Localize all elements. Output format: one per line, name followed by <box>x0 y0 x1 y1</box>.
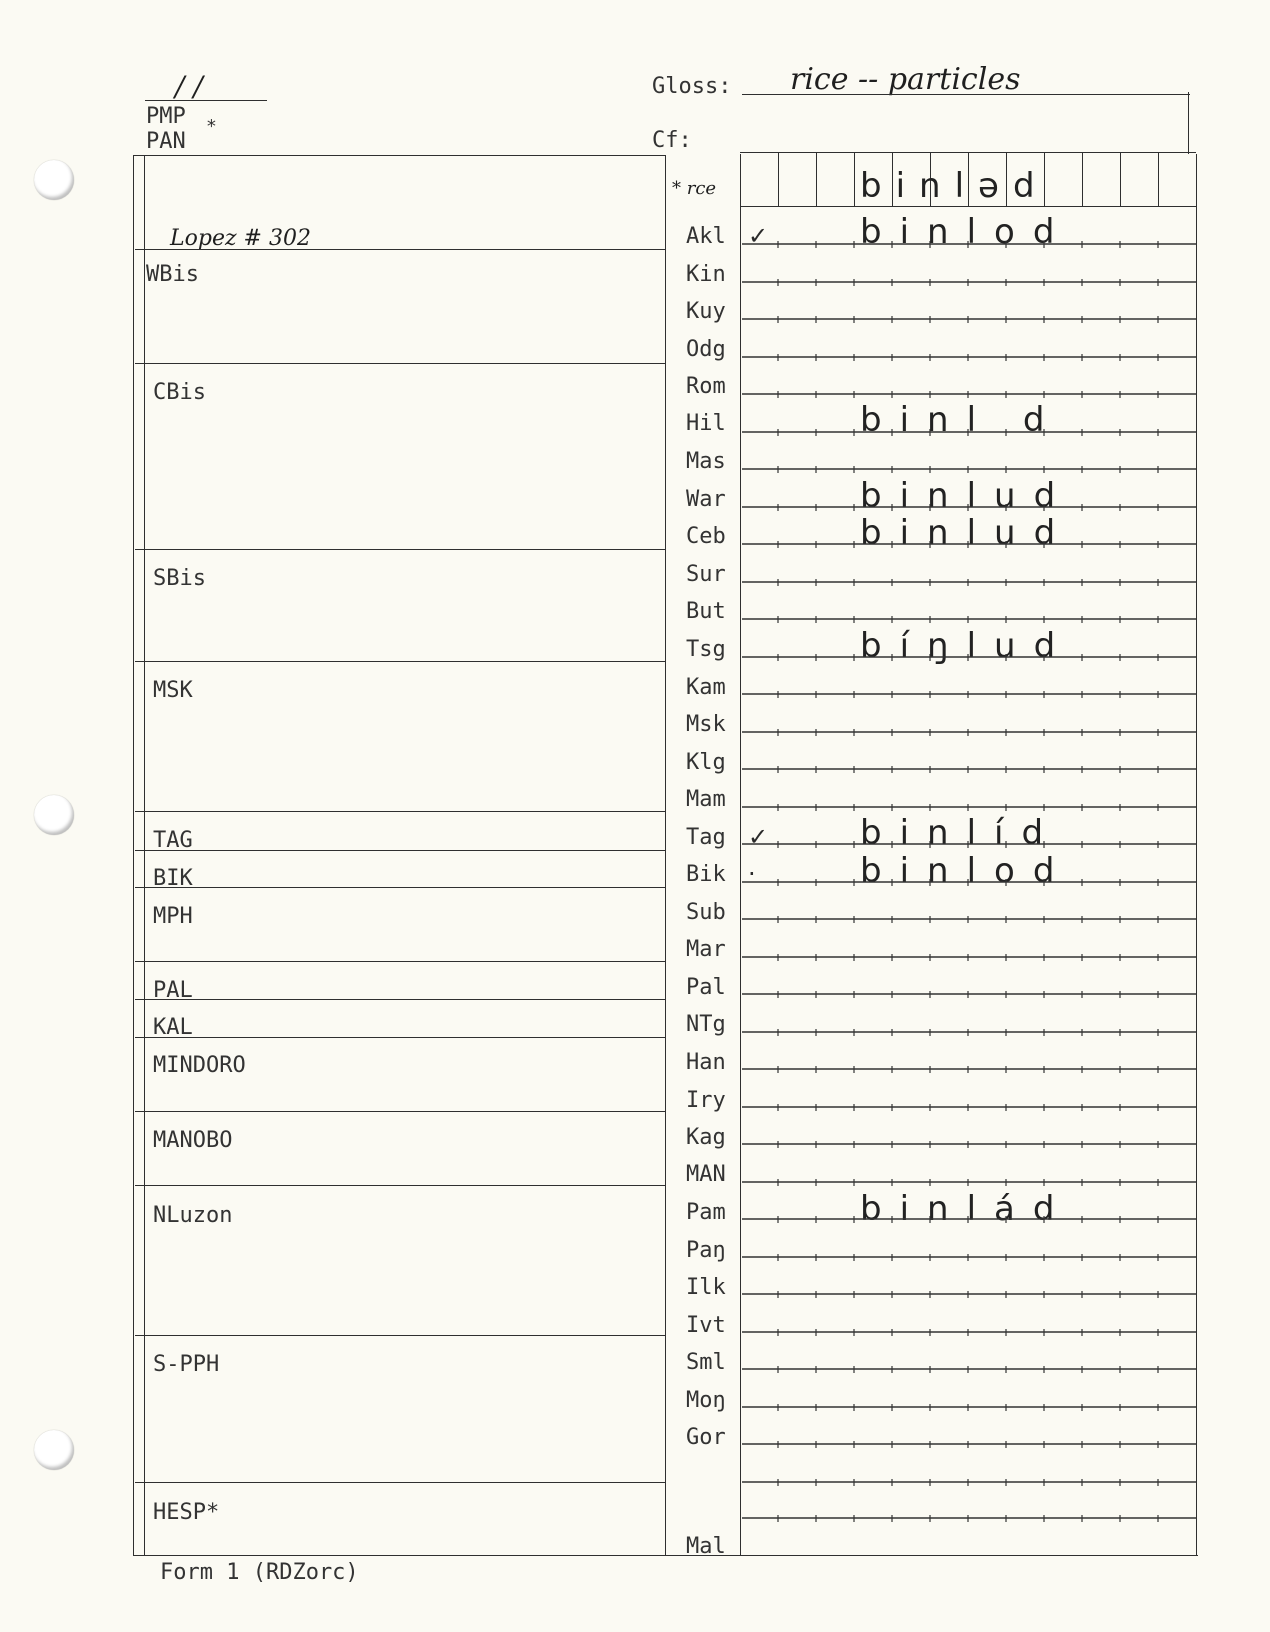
language-form: binl d <box>860 400 1063 440</box>
reference-note: Lopez # 302 <box>170 226 311 251</box>
region-label-mindoro: MINDORO <box>153 1053 246 1078</box>
language-code: Klg <box>686 750 726 775</box>
check-mark: ✓ <box>748 222 769 250</box>
language-code: Kam <box>686 675 726 700</box>
language-form: binlud <box>860 513 1074 553</box>
region-label-bik: BIK <box>153 866 193 891</box>
language-code: But <box>686 599 726 624</box>
region-label-mph: MPH <box>153 904 193 929</box>
language-code: Hil <box>686 411 726 436</box>
language-code: Kin <box>686 262 726 287</box>
form-footer: Form 1 (RDZorc) <box>160 1560 359 1585</box>
language-form: bíŋlud <box>860 626 1074 666</box>
language-code: Pal <box>686 975 726 1000</box>
language-code: Kag <box>686 1125 726 1150</box>
reconstruction-form: binləd <box>860 166 1049 206</box>
language-code: Odg <box>686 337 726 362</box>
region-label-nluzon: NLuzon <box>153 1203 233 1228</box>
region-label-wbis: WBis <box>146 262 199 287</box>
proto-slashes: / / <box>175 70 203 103</box>
language-code: Ivt <box>686 1313 726 1338</box>
language-code: Tsg <box>686 637 726 662</box>
language-form: binlád <box>860 1189 1073 1229</box>
language-code: Mam <box>686 787 726 812</box>
region-label-pal: PAL <box>153 978 193 1003</box>
region-label-sbis: SBis <box>153 566 206 591</box>
language-code: NTg <box>686 1012 726 1037</box>
language-code: Bik <box>686 862 726 887</box>
language-form: binlod <box>860 212 1073 252</box>
region-label-msk: MSK <box>153 678 193 703</box>
check-mark: ✓ <box>748 823 769 851</box>
region-label-s-pph: S-PPH <box>153 1352 220 1377</box>
region-label-kal: KAL <box>153 1015 193 1040</box>
region-label-tag: TAG <box>153 828 193 853</box>
language-code: Ceb <box>686 524 726 549</box>
language-code: Mal <box>686 1534 726 1559</box>
language-code: Mas <box>686 449 726 474</box>
language-code: Akl <box>686 224 726 249</box>
language-code: Sub <box>686 900 726 925</box>
cf-label: Cf: <box>652 128 692 153</box>
region-label-cbis: CBis <box>153 380 206 405</box>
language-form: binlod <box>860 851 1073 891</box>
language-form: binlíd <box>860 813 1062 853</box>
language-code: Han <box>686 1050 726 1075</box>
gloss-value: rice -- particles <box>790 62 1021 97</box>
language-code: Paŋ <box>686 1238 726 1263</box>
language-code: Sml <box>686 1350 726 1375</box>
dot-mark: · <box>748 860 756 888</box>
region-label-hesp: HESP* <box>153 1500 220 1525</box>
language-code: Kuy <box>686 299 726 324</box>
language-code: Mar <box>686 937 726 962</box>
language-code: Ilk <box>686 1275 726 1300</box>
language-code: Gor <box>686 1425 726 1450</box>
language-code: Pam <box>686 1200 726 1225</box>
language-code: Rom <box>686 374 726 399</box>
pmp-label: PMP <box>146 104 186 129</box>
language-code: Msk <box>686 712 726 737</box>
gloss-label: Gloss: <box>652 74 732 99</box>
language-code: MAN <box>686 1162 726 1187</box>
language-code: Tag <box>686 825 726 850</box>
reconstruction-marker: * rce <box>672 178 717 199</box>
language-code: Sur <box>686 562 726 587</box>
language-code: Moŋ <box>686 1388 726 1413</box>
region-label-manobo: MANOBO <box>153 1128 233 1153</box>
pan-label: PAN <box>146 129 186 154</box>
asterisk: * <box>206 116 217 137</box>
language-form: binlud <box>860 476 1074 516</box>
language-code: Iry <box>686 1088 726 1113</box>
language-code: War <box>686 487 726 512</box>
